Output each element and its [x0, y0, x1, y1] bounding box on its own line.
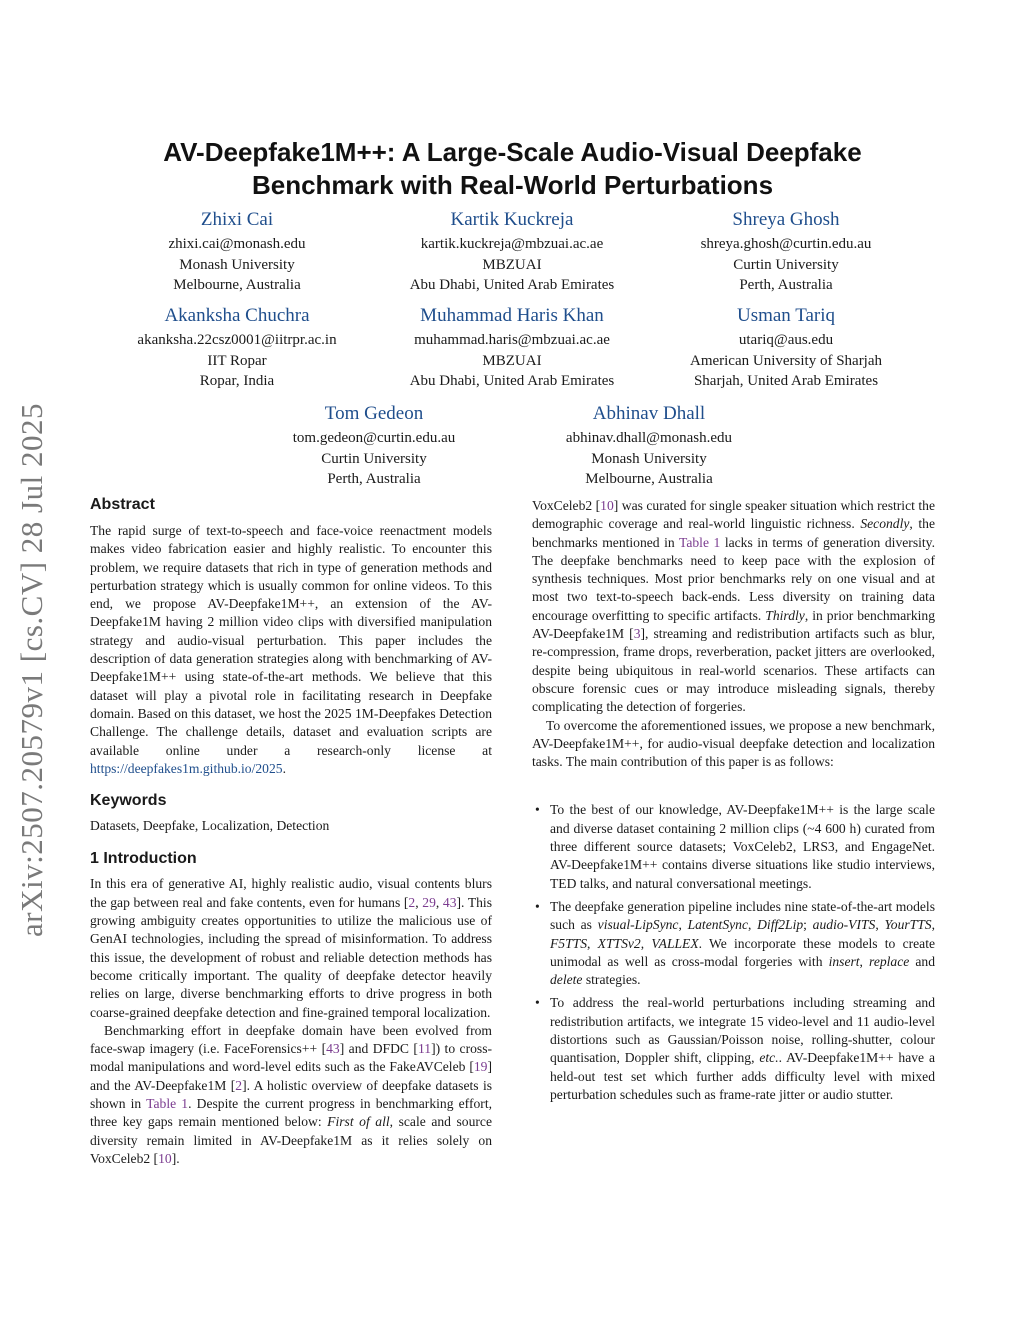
abstract-text: The rapid surge of text-to-speech and face-voice reenactment models makes video fabrication easier and highly realistic. To encounter this problem, we require datasets that rich in type of generation methods and perturbation strategy which is usually common for online videos. To this end, we propose AV-Deepfake1M++, an extension of the AV-Deepfake1M having 2 million video clips with diversified manipulation strategy and audio-visual perturbation. This paper includes the description of data generation strategies along with benchmarking of AV-Deepfake1M++ using state-of-the-art methods. We believe that this dataset will play a pivotal role in facilitating research in Deepfake domain. Based on this dataset, we host the 2025 1M-Deepfakes Detection Challenge. The challenge details, dataset and evaluation scripts are available online under a research-only license at https://deepfakes1m.github.io/2025.	[90, 523, 492, 776]
citation[interactable]: 10	[158, 1150, 172, 1166]
author-block	[666, 208, 906, 296]
left-column	[90, 495, 492, 1168]
citation[interactable]: 2	[235, 1077, 243, 1093]
intro-paragraph-1: In this era of generative AI, highly realistic audio, visual contents blurs the gap between real and fake contents, even for humans [2, 29, 43]. This growing ambiguity creates opportunities to utilize the malicious use of GenAI technologies, including the spread of misinformation. To address this issue, the development of robust and reliable detection methods has become critically important. The quality of deepfake detector heavily relies on large, diverse benchmarking efforts to drive progress in both coarse-grained deepfake detection and fine-grained temporal localization.	[90, 876, 492, 1020]
citation[interactable]: 29	[422, 894, 436, 910]
citation[interactable]: 11	[417, 1041, 432, 1057]
paper-title	[90, 136, 935, 202]
author-affiliation: MBZUAI	[482, 352, 542, 369]
author-name[interactable]: Shreya Ghosh	[732, 209, 840, 230]
author-affiliation: Curtin University	[733, 256, 839, 273]
author-location: Ropar, India	[199, 373, 275, 389]
author-location: Sharjah, United Arab Emirates	[693, 373, 879, 389]
author-block	[117, 208, 357, 296]
author-affiliation: Curtin University	[321, 450, 427, 467]
author-affiliation: Monash University	[179, 256, 295, 273]
author-location: Melbourne, Australia	[585, 471, 713, 487]
author-email: kartik.kuckreja@mbzuai.ac.ae	[420, 236, 604, 252]
author-affiliation: MBZUAI	[482, 256, 542, 273]
author-email: zhixi.cai@monash.edu	[168, 236, 306, 252]
author-block	[382, 304, 642, 392]
author-email: shreya.ghosh@curtin.edu.au	[700, 236, 872, 252]
title-line-2: Benchmark with Real-World Perturbations	[251, 170, 774, 200]
project-link[interactable]: https://deepfakes1m.github.io/2025	[90, 760, 283, 776]
author-location: Melbourne, Australia	[173, 277, 301, 293]
intro-paragraph-2: Benchmarking effort in deepfake domain have been evolved from face-swap imagery (i.e. FaceForensics++ [43] and DFDC [11]) to cross-modal manipulations and word-level edits such as the FakeAVCeleb [19] and the AV-Deepfake1M [2]. A holistic overview of deepfake datasets is shown in Table 1. Despite the current progress in benchmarking effort, three key gaps remain mentioned below: First of all, scale and source diversity remain limited in AV-Deepfake1M as it relies solely on VoxCeleb2 [10].	[90, 1022, 493, 1166]
title-line-1: AV-Deepfake1M++: A Large-Scale Audio-Visual Deepfake	[163, 137, 862, 167]
author-name[interactable]: Akanksha Chuchra	[164, 305, 310, 326]
right-paragraph-1: VoxCeleb2 [10] was curated for single speaker situation which restrict the demographic coverage and real-world linguistic richness. Secondly, the benchmarks mentioned in Table 1 lacks in terms of generation diversity. The deepfake benchmarks need to keep pace with the explosion of synthesis techniques. Most prior benchmarks rely on one visual and at most two text-to-speech back-ends. Less diversity on training data encourage overfitting to specific artifacts. Thirdly, in prior benchmarking AV-Deepfake1M [3], streaming and redistribution artifacts such as blur, re-compression, frame drops, reverberation, packet jitters are overlooked, despite being ubiquitous in real-world scenarios. These artifacts can obscure forensic cues or may introduce misleading signals, thereby complicating the detection of forgeries.	[532, 498, 936, 715]
list-item: • To address the real-world perturbations including streaming and redistribution artifacts, we integrate 15 video-level and 11 audio-level distortions such as Gaussian/Poisson noise, rolling-shutter, colour quantisation, Doppler shift, clipping, etc.. AV-Deepfake1M++ have a held-out test set which further adds difficulty level with mixed perturbation schedules such as frame-rate jitter or audio stutter.	[532, 994, 935, 1104]
author-block	[112, 304, 362, 392]
author-email: abhinav.dhall@monash.edu	[565, 430, 733, 446]
citation[interactable]: 43	[326, 1041, 340, 1057]
author-name[interactable]: Zhixi Cai	[200, 209, 274, 230]
table-reference[interactable]: Table 1	[678, 534, 721, 550]
citation[interactable]: 19	[473, 1059, 488, 1075]
author-affiliation: Monash University	[591, 450, 707, 467]
author-name[interactable]: Usman Tariq	[736, 305, 836, 326]
author-name[interactable]: Kartik Kuckreja	[450, 209, 574, 230]
arxiv-identifier	[8, 390, 56, 950]
keywords-text: Datasets, Deepfake, Localization, Detection	[90, 818, 330, 834]
author-location: Abu Dhabi, United Arab Emirates	[409, 277, 615, 293]
abstract-heading: Abstract	[90, 496, 155, 513]
right-column	[532, 497, 935, 1109]
intro-heading: 1 Introduction	[90, 850, 197, 868]
author-block	[382, 208, 642, 296]
citation[interactable]: 2	[408, 894, 416, 910]
author-name[interactable]: Tom Gedeon	[324, 403, 424, 424]
citation[interactable]: 43	[442, 894, 457, 910]
author-affiliation: IIT Ropar	[207, 352, 267, 369]
author-block	[254, 402, 494, 490]
author-affiliation: American University of Sharjah	[689, 352, 883, 369]
author-email: utariq@aus.edu	[738, 332, 834, 348]
author-location: Abu Dhabi, United Arab Emirates	[409, 373, 615, 389]
author-name[interactable]: Muhammad Haris Khan	[420, 305, 604, 326]
list-item: • To the best of our knowledge, AV-Deepfake1M++ is the large scale and diverse dataset containing 2 million clips (~4 600 h) curated from three different source datasets; VoxCeleb2, LRS3, and EngageNet. AV-Deepfake1M++ contains diverse situations like studio interviews, TED talks, and natural conversational meetings.	[532, 801, 935, 892]
contribution-list	[532, 801, 935, 1104]
right-paragraph-2: To overcome the aforementioned issues, we propose a new benchmark, AV-Deepfake1M++, for audio-visual deepfake detection and localization tasks. The main contribution of this paper is as follows:	[532, 717, 935, 770]
author-email: tom.gedeon@curtin.edu.au	[292, 430, 456, 446]
keywords-heading: Keywords	[90, 792, 167, 810]
author-email: akanksha.22csz0001@iitrpr.ac.in	[137, 332, 337, 348]
citation[interactable]: 10	[600, 498, 614, 513]
author-location: Perth, Australia	[327, 471, 421, 487]
author-location: Perth, Australia	[739, 277, 833, 293]
author-block	[529, 402, 769, 490]
author-email: muhammad.haris@mbzuai.ac.ae	[414, 332, 610, 348]
author-name[interactable]: Abhinav Dhall	[592, 403, 706, 424]
list-item: • The deepfake generation pipeline includes nine state-of-the-art models such as visual-LipSync, LatentSync, Diff2Lip; audio-VITS, YourTTS, F5TTS, XTTSv2, VALLEX. We incorporate these models to create unimodal as well as cross-modal forgeries with insert, replace and delete strategies.	[532, 898, 935, 989]
table-reference[interactable]: Table 1	[146, 1096, 189, 1112]
citation[interactable]: 3	[633, 626, 641, 642]
arxiv-id-text: arXiv:2507.20579v1 [cs.CV] 28 Jul 2025	[14, 403, 49, 937]
author-block	[666, 304, 906, 392]
